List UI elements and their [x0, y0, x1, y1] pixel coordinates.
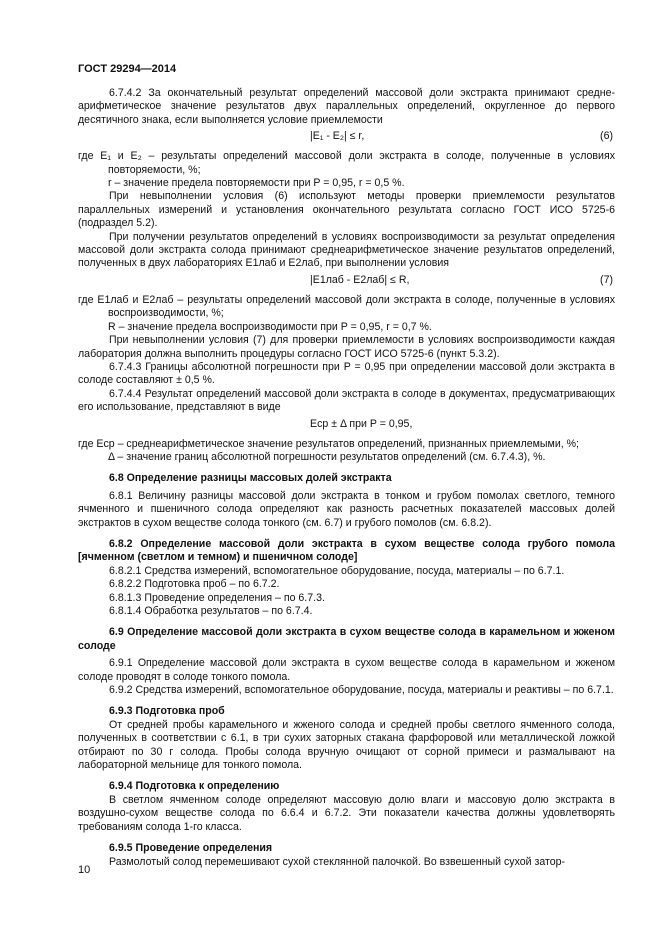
page-number: 10 — [78, 864, 91, 876]
paragraph-695: Размолотый солод перемешивают сухой стеклянной палочкой. Во взвешенный сухой затор- — [109, 855, 566, 868]
paragraph-6744: 6.7.4.4 Результат определений массовой доли экстракта в солоде в документах, предусматривающих его использование, представляют в виде — [78, 387, 615, 414]
document-body — [78, 87, 615, 869]
section-heading-682: 6.8.2 Определение массовой доли экстракта в сухом веществе солода грубого помола [ячменном (светлом и темном) и пшеничном солоде] — [78, 537, 615, 564]
equation-8 — [78, 418, 615, 432]
where-clause-3: где Eср – среднеарифметическое значение результатов определений, признанных приемлемыми, %; — [78, 437, 579, 450]
paragraph-nonfulfil-6: При невыполнении условия (6) используют методы проверки приемлемости результатов параллельных измерений и установления окончательного результата согласно ГОСТ ИСО 5725-6 (подраздел 5.2). — [78, 190, 615, 230]
list-item-6821: 6.8.2.1 Средства измерений, вспомогательное оборудование, посуда, материалы – по 6.7.1. — [109, 564, 565, 577]
equation-7 — [78, 274, 615, 288]
section-heading-68: 6.8 Определение разницы массовых долей экстракта — [109, 472, 392, 485]
section-heading-694: 6.9.4 Подготовка к определению — [109, 780, 280, 793]
section-heading-695: 6.9.5 Проведение определения — [109, 842, 273, 855]
equation-8-formula: Eср ± Δ при P = 0,95, — [310, 417, 413, 430]
paragraph-6742: 6.7.4.2 За окончательный результат определений массовой доли экстракта принимают средне-арифметическое значение результатов двух параллельных определений, округленное до первого десятичного знака, если выполняется условие приемлемости — [78, 87, 615, 126]
equation-6-formula: |E₁ - E₂| ≤ r, — [310, 130, 365, 143]
paragraph-693: От средней пробы карамельного и жженого солода и средней пробы светлого ячменного солода, полученных в соответствии с 6.1, в три сухих заторных стакана фарфоровой или металлической ложкой отбирают по 30 г солода. Пробы солода вручную очищают от сорной примеси и размалывают на лабораторной мельнице для тонкого помола. — [78, 718, 615, 772]
paragraph-nonfulfil-7: При невыполнении условия (7) для проверки приемлемости в условиях воспроизводимости каждая лаборатория должна выполнить процедуры согласно ГОСТ ИСО 5725-6 (пункт 5.3.2). — [78, 334, 615, 360]
section-heading-693: 6.9.3 Подготовка проб — [109, 705, 225, 718]
section-heading-69: 6.9 Определение массовой доли экстракта в сухом веществе солода в карамельном и жженом солоде — [78, 626, 615, 652]
where-clause-3b: Δ – значение границ абсолютной погрешности результатов определений (см. 6.7.4.3), %. — [108, 450, 546, 463]
document-header: ГОСТ 29294—2014 — [78, 63, 177, 75]
paragraph-reproducibility: При получении результатов определений в условиях воспроизводимости за результат определения массовой доли экстракта солода принимают среднеарифметическое значение результатов определений, полученных в двух лабораториях E1лаб и E2лаб, при выполнении условия — [78, 230, 615, 270]
paragraph-6743: 6.7.4.3 Границы абсолютной погрешности при P = 0,95 при определении массовой доли экстракта в солоде составляют ± 0,5 %. — [78, 360, 615, 387]
equation-6-number: (6) — [600, 130, 613, 143]
equation-7-formula: |E1лаб - E2лаб| ≤ R, — [310, 273, 410, 286]
equation-7-number: (7) — [600, 273, 613, 286]
where-clause-1: где E₁ и E₂ – результаты определений массовой доли экстракта в солоде, полученные в условиях повторяемости, %; — [78, 150, 615, 176]
paragraph-694: В светлом ячменном солоде определяют массовую долю влаги и массовую долю экстракта в воздушно-сухом веществе солода по 6.6.4 и 6.7.2. Эти показатели качества должны удовлетворять требованиям солода 1-го класса. — [78, 793, 615, 833]
list-item-6822: 6.8.2.2 Подготовка проб – по 6.7.2. — [109, 578, 280, 591]
where-clause-2: где E1лаб и E2лаб – результаты определений массовой доли экстракта в солоде, полученные в условиях воспроизводимости, %; — [78, 293, 615, 320]
list-item-6813: 6.8.1.3 Проведение определения – по 6.7.3. — [109, 591, 325, 604]
paragraph-692: 6.9.2 Средства измерений, вспомогательное оборудование, посуда, материалы и реактивы – по 6.7.1. — [109, 684, 614, 697]
where-clause-2b: R – значение предела воспроизводимости при P = 0,95, r = 0,7 %. — [108, 320, 432, 333]
where-clause-1b: r – значение предела повторяемости при P = 0,95, r = 0,5 %. — [108, 177, 405, 190]
list-item-6814: 6.8.1.4 Обработка результатов – по 6.7.4. — [109, 605, 313, 617]
paragraph-691: 6.9.1 Определение массовой доли экстракта в сухом веществе солода в карамельном и жженом солоде проводят в солоде тонкого помола. — [78, 657, 615, 683]
equation-6 — [78, 130, 615, 144]
paragraph-681: 6.8.1 Величину разницы массовой доли экстракта в тонком и грубом помолах светлого, темного ячменного и пшеничного солода определяют как разность расчетных показателей массовых долей экстрактов в сухом веществе солода тонкого (см. 6.7) и грубого помолов (см. 6.8.2). — [78, 489, 615, 529]
